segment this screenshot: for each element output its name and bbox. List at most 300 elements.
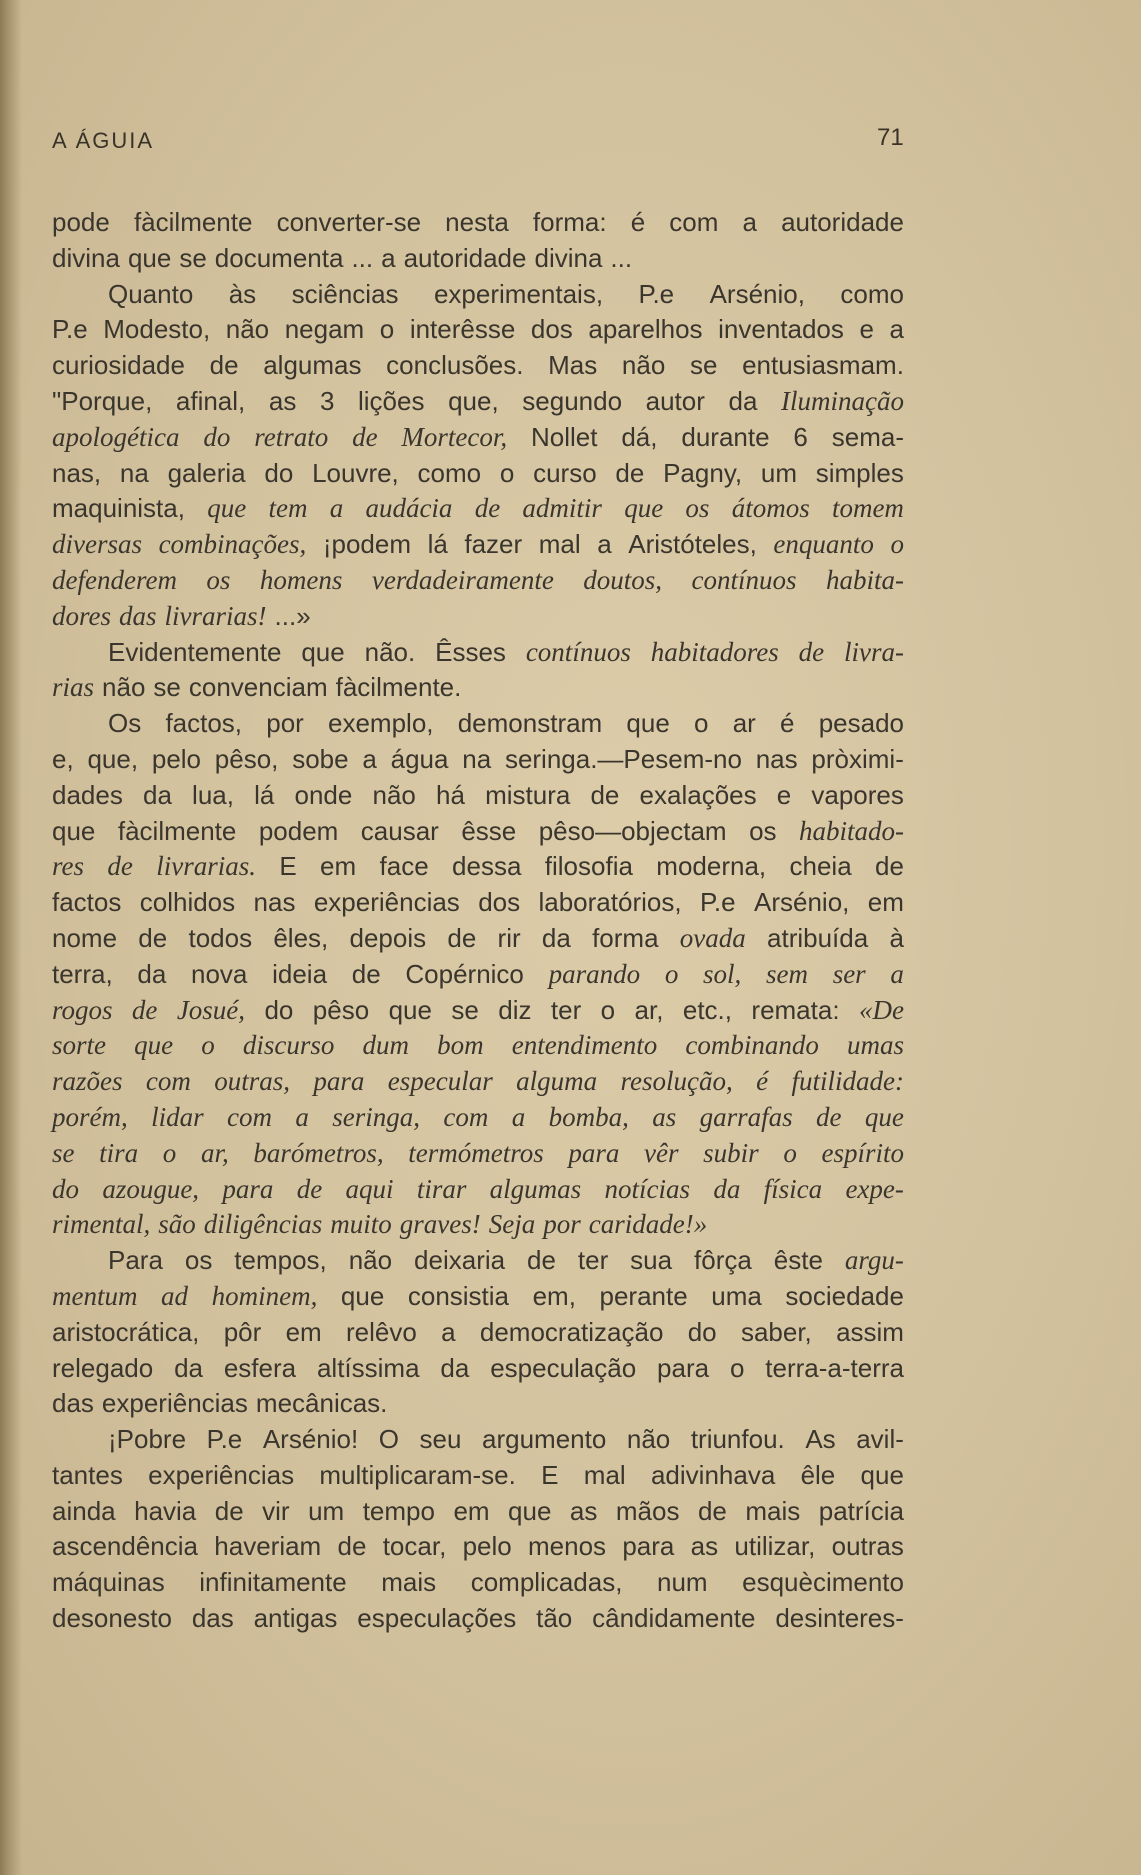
italic-word: são	[158, 1209, 196, 1240]
italic-word: livrarias!	[164, 600, 267, 631]
italic-word: azougue,	[102, 1173, 200, 1204]
word: colhidos	[139, 887, 236, 918]
word: desonesto	[52, 1603, 172, 1634]
word: seu	[419, 1424, 462, 1455]
word: Nollet	[531, 421, 598, 452]
word: o	[600, 994, 616, 1025]
word: relêvo	[345, 1316, 417, 1347]
word: P.e	[699, 887, 736, 918]
word: nas	[755, 743, 798, 774]
word: não	[626, 1424, 671, 1455]
italic-word: hominem,	[211, 1280, 318, 1311]
word: é	[630, 207, 646, 237]
word: mais	[381, 1567, 437, 1598]
word: que	[626, 708, 670, 739]
word: ¡podem	[322, 529, 411, 560]
running-title: A ÁGUIA	[52, 128, 155, 153]
word: mecânicas.	[255, 1388, 388, 1419]
italic-word: diversas	[52, 529, 142, 560]
word: afinal,	[175, 385, 246, 416]
italic-word: do	[203, 421, 231, 452]
text-line	[52, 742, 904, 778]
text-line	[52, 1100, 904, 1136]
italic-word: para	[222, 1173, 274, 1204]
word: sociedade	[785, 1280, 904, 1311]
word: lua,	[192, 779, 234, 810]
word: face	[379, 851, 429, 882]
text-line	[52, 1136, 904, 1172]
word: infinitamente	[199, 1567, 347, 1598]
word: cândidamente	[592, 1603, 756, 1634]
word: que	[301, 636, 345, 667]
italic-word: barómetros,	[253, 1137, 384, 1168]
italic-word: por	[543, 1209, 581, 1240]
word: curso	[533, 457, 597, 488]
italic-word: se	[52, 1137, 75, 1168]
italic-word: porém,	[52, 1101, 128, 1132]
italic-word: verdadeiramente	[371, 564, 554, 595]
word: se	[153, 672, 181, 703]
italic-word: razões	[52, 1066, 123, 1097]
text-line	[52, 1279, 904, 1315]
word: experiências	[101, 1388, 248, 1419]
word: algumas	[263, 350, 362, 381]
word: atribuída	[767, 922, 869, 953]
word: que,	[87, 743, 139, 774]
page-binding-shadow	[0, 0, 22, 1875]
italic-word: é	[756, 1066, 769, 1097]
text-line	[52, 957, 904, 993]
italic-word: audácia	[365, 493, 453, 524]
word: pêso	[312, 994, 370, 1025]
word: mãos	[615, 1495, 680, 1526]
italic-word: ovada	[679, 922, 746, 953]
italic-word: que	[624, 493, 664, 524]
word: Mas	[548, 350, 598, 381]
word: à	[889, 922, 904, 953]
word: sciências	[291, 278, 399, 309]
italic-word: enquanto	[773, 529, 874, 560]
word: segundo	[522, 385, 623, 416]
italic-word: termómetros	[408, 1137, 544, 1168]
word: dos	[530, 314, 573, 345]
italic-word: resolução,	[620, 1066, 733, 1097]
italic-word: o	[783, 1137, 797, 1168]
word: êles,	[273, 922, 329, 953]
word: os	[749, 815, 777, 846]
italic-word: com	[227, 1101, 272, 1132]
word: seringa.—Pesem-no	[504, 743, 742, 774]
word: demonstram	[457, 708, 603, 739]
word: autoridade	[403, 242, 527, 273]
italic-word: com	[145, 1066, 191, 1097]
word: do	[264, 457, 294, 488]
text-line	[52, 1601, 904, 1637]
word: inventados	[718, 314, 844, 345]
word: como	[417, 457, 482, 488]
italic-word: a	[890, 958, 904, 989]
word: Arsénio!	[262, 1424, 359, 1455]
word: dos	[478, 887, 521, 918]
word: em	[285, 1316, 322, 1347]
word: Modesto,	[103, 314, 211, 345]
word: especulações	[357, 1603, 517, 1634]
word: forma	[592, 922, 659, 953]
italic-word: Seja	[488, 1209, 536, 1240]
word: para	[622, 1531, 675, 1562]
italic-word: a	[511, 1101, 526, 1132]
word: outras	[831, 1531, 904, 1562]
italic-word: o	[890, 529, 904, 560]
word: o	[729, 1352, 745, 1383]
text-line	[52, 1207, 904, 1243]
word: Êsses	[435, 636, 506, 667]
word: se	[451, 994, 479, 1025]
italic-word: os	[685, 493, 710, 524]
word: não	[372, 779, 416, 810]
word: rir	[497, 922, 521, 953]
word: de	[209, 350, 239, 381]
word: tocar,	[382, 1531, 447, 1562]
italic-word: habita-	[825, 564, 904, 595]
word: na	[119, 457, 149, 488]
word: pode	[52, 207, 110, 237]
italic-word: rias	[52, 672, 95, 703]
text-line	[52, 277, 904, 313]
word: as	[268, 385, 297, 416]
word: com	[669, 207, 719, 237]
text-line	[52, 921, 904, 957]
italic-word: a	[295, 1101, 309, 1132]
word: a	[381, 242, 396, 273]
word: ar,	[634, 994, 664, 1025]
word: que	[340, 1280, 385, 1311]
word: não	[225, 314, 270, 345]
italic-word: sem	[765, 958, 808, 989]
word: havia	[134, 1495, 197, 1526]
italic-word: vêr	[644, 1137, 679, 1168]
word: às	[228, 278, 257, 309]
word: êle	[800, 1459, 836, 1490]
italic-word: rogos	[52, 994, 113, 1025]
word: pròximi-	[811, 743, 904, 774]
word: um	[308, 1495, 345, 1526]
word: ter	[577, 1245, 609, 1276]
word: Louvre,	[312, 457, 399, 488]
italic-word: que	[864, 1101, 904, 1132]
italic-word: combinações,	[158, 529, 307, 560]
italic-word: res	[52, 851, 84, 882]
word: convenciam	[188, 672, 328, 703]
word: de	[615, 457, 645, 488]
word: e,	[52, 743, 74, 774]
text-line	[52, 205, 904, 241]
word: aristocrática,	[52, 1316, 200, 1347]
word: esfera	[223, 1352, 297, 1383]
text-line	[52, 993, 904, 1029]
italic-word: homens	[259, 564, 343, 595]
italic-word: sorte	[52, 1030, 106, 1061]
italic-word: tirar	[416, 1173, 467, 1204]
italic-word: o	[664, 958, 679, 989]
text-line	[52, 1028, 904, 1064]
word: autor	[645, 385, 705, 416]
word: as	[569, 1495, 598, 1526]
word: P.e	[638, 278, 675, 309]
word: lá	[254, 779, 275, 810]
word: sua	[630, 1245, 673, 1276]
word: sobe	[292, 743, 349, 774]
word: moderna,	[656, 851, 767, 882]
word: não	[621, 350, 666, 381]
text-line	[52, 241, 904, 277]
word: que,	[448, 385, 499, 416]
word: a	[362, 743, 377, 774]
italic-word: parando	[548, 958, 641, 989]
word: pôr	[223, 1316, 262, 1347]
text-line	[52, 563, 904, 599]
word: a	[441, 1316, 456, 1347]
word: "Porque,	[52, 385, 153, 416]
word: lá	[427, 529, 448, 560]
word: Para	[108, 1245, 163, 1276]
word: ...	[610, 242, 633, 273]
word: por	[266, 708, 304, 739]
word: menos	[528, 1531, 607, 1562]
italic-word: apologética	[52, 421, 180, 452]
word: tempo	[362, 1495, 435, 1526]
italic-word: do	[52, 1173, 79, 1204]
italic-word: átomos	[731, 493, 810, 524]
italic-word: dum	[362, 1030, 409, 1061]
word: fàcilmente	[133, 207, 253, 237]
word: vir	[262, 1495, 290, 1526]
text-line	[52, 1243, 904, 1279]
word: experiências	[313, 887, 460, 918]
italic-word: Mortecor,	[401, 421, 508, 452]
word: consistia	[407, 1280, 510, 1311]
word: a	[889, 314, 904, 345]
word: da	[142, 779, 172, 810]
word: na	[462, 743, 492, 774]
word: multiplicaram-se.	[319, 1459, 516, 1490]
italic-word: tira	[99, 1137, 139, 1168]
word: ...»	[274, 600, 311, 631]
word: haveriam	[214, 1531, 322, 1562]
word: de	[337, 1531, 367, 1562]
italic-word: diligências	[203, 1209, 323, 1240]
italic-word: de	[296, 1173, 323, 1204]
word: pêso,	[214, 743, 279, 774]
word: conclusões.	[386, 350, 524, 381]
italic-word: doutos,	[583, 564, 663, 595]
word: nova	[191, 958, 248, 989]
word: diz	[498, 994, 532, 1025]
italic-word: aqui	[345, 1173, 394, 1204]
word: o	[694, 708, 709, 739]
word: não.	[364, 636, 416, 667]
word: das	[52, 1388, 94, 1419]
word: um	[760, 457, 797, 488]
text-line	[52, 814, 904, 850]
word: nas	[253, 887, 296, 918]
italic-word: para	[568, 1137, 620, 1168]
text-line	[52, 670, 904, 706]
italic-word: combinando	[685, 1030, 819, 1061]
word: de	[875, 851, 904, 882]
word: dessa	[452, 851, 522, 882]
word: especulação	[490, 1352, 637, 1383]
word: terra-a-terra	[765, 1352, 904, 1383]
word: pelo	[462, 1531, 512, 1562]
italic-word: de	[131, 994, 158, 1025]
word: êste	[773, 1245, 823, 1276]
word: de	[447, 922, 477, 953]
text-line	[52, 1386, 904, 1422]
word: altíssima	[316, 1352, 420, 1383]
italic-word: para	[313, 1066, 365, 1097]
word: ter	[550, 994, 582, 1025]
word: a	[742, 207, 757, 237]
word: negam	[284, 314, 365, 345]
word: complicadas,	[470, 1567, 623, 1598]
word: da	[728, 385, 758, 416]
italic-word: Josué,	[176, 994, 246, 1025]
italic-word: mentum	[52, 1280, 138, 1311]
italic-word: de	[798, 636, 825, 667]
italic-word: livra-	[843, 636, 904, 667]
body-text	[52, 205, 904, 1637]
word: nome	[52, 922, 118, 953]
italic-word: bomba,	[548, 1101, 629, 1132]
word: há	[436, 779, 465, 810]
word: para	[657, 1352, 710, 1383]
text-line	[52, 635, 904, 671]
word: de	[351, 958, 381, 989]
word: não	[102, 672, 146, 703]
italic-word: contínuos	[525, 636, 631, 667]
word: P.e	[206, 1424, 243, 1455]
word: da	[137, 958, 167, 989]
text-line	[52, 599, 904, 635]
word: o	[499, 457, 515, 488]
word: factos	[52, 887, 122, 918]
word: e	[776, 779, 792, 810]
word: experimentais,	[433, 278, 604, 309]
text-line	[52, 1172, 904, 1208]
word: pelo	[151, 743, 202, 774]
word: democratização	[479, 1316, 664, 1347]
italic-word: algumas	[489, 1173, 582, 1204]
word: ¡Pobre	[108, 1424, 187, 1455]
word: galeria	[167, 457, 246, 488]
italic-word: os	[206, 564, 231, 595]
word: onde	[294, 779, 353, 810]
italic-word: contínuos	[691, 564, 797, 595]
word: mal	[538, 529, 581, 560]
word: da	[440, 1352, 470, 1383]
word: tão	[536, 1603, 573, 1634]
word: P.e	[52, 314, 88, 345]
word: ar	[732, 708, 756, 739]
italic-word: das	[119, 600, 157, 631]
word: é	[780, 708, 795, 739]
word: deixaria	[414, 1245, 506, 1276]
italic-word: defenderem	[52, 564, 177, 595]
italic-word: o	[201, 1030, 215, 1061]
italic-word: de	[107, 851, 133, 882]
word: mal	[583, 1459, 626, 1490]
italic-word: ad	[161, 1280, 189, 1311]
word: as	[690, 1531, 719, 1562]
word: nesta	[445, 207, 509, 237]
italic-word: tomem	[831, 493, 904, 524]
word: Pagny,	[663, 457, 743, 488]
italic-word: rimental,	[52, 1209, 151, 1240]
word: desinteres-	[775, 1603, 904, 1634]
word: nas,	[52, 457, 102, 488]
text-line	[52, 312, 904, 348]
text-line	[52, 491, 904, 527]
word: aparelhos	[588, 314, 703, 345]
text-line	[52, 706, 904, 742]
italic-word: graves!	[399, 1209, 481, 1240]
word: que	[127, 242, 172, 273]
italic-word: outras,	[214, 1066, 291, 1097]
word: Evidentemente	[108, 636, 282, 667]
italic-word: sol,	[703, 958, 742, 989]
word: água	[390, 743, 449, 774]
text-line	[52, 420, 904, 456]
word: documenta	[214, 242, 344, 273]
text-line	[52, 885, 904, 921]
text-line	[52, 456, 904, 492]
word: de	[527, 1245, 556, 1276]
word: maquinista,	[52, 493, 185, 524]
word: do	[687, 1316, 717, 1347]
word: lições	[358, 385, 425, 416]
word: que	[388, 994, 432, 1025]
word: exalações	[639, 779, 757, 810]
word: Os	[108, 708, 142, 739]
word: fôrça	[694, 1245, 752, 1276]
word: que	[52, 815, 96, 846]
word: sema-	[831, 421, 904, 452]
italic-word: alguma	[516, 1066, 598, 1097]
italic-word: lidar	[151, 1101, 204, 1132]
word: divina	[52, 242, 120, 273]
word: O	[378, 1424, 399, 1455]
italic-word: a	[329, 493, 344, 524]
italic-word: que	[207, 493, 247, 524]
word: que	[508, 1495, 552, 1526]
word: em,	[532, 1280, 576, 1311]
word: do	[264, 994, 294, 1025]
word: êsse	[461, 815, 517, 846]
word: mistura	[485, 779, 571, 810]
italic-word: de	[474, 493, 501, 524]
italic-word: ar,	[200, 1137, 229, 1168]
italic-word: de	[352, 421, 378, 452]
text-line	[52, 1315, 904, 1351]
word: tempos,	[234, 1245, 327, 1276]
word: esquècimento	[742, 1567, 904, 1598]
text-line	[52, 384, 904, 420]
italic-word: notícias	[604, 1173, 690, 1204]
italic-word: seringa,	[332, 1101, 420, 1132]
word: se	[689, 350, 718, 381]
word: saber,	[740, 1316, 812, 1347]
